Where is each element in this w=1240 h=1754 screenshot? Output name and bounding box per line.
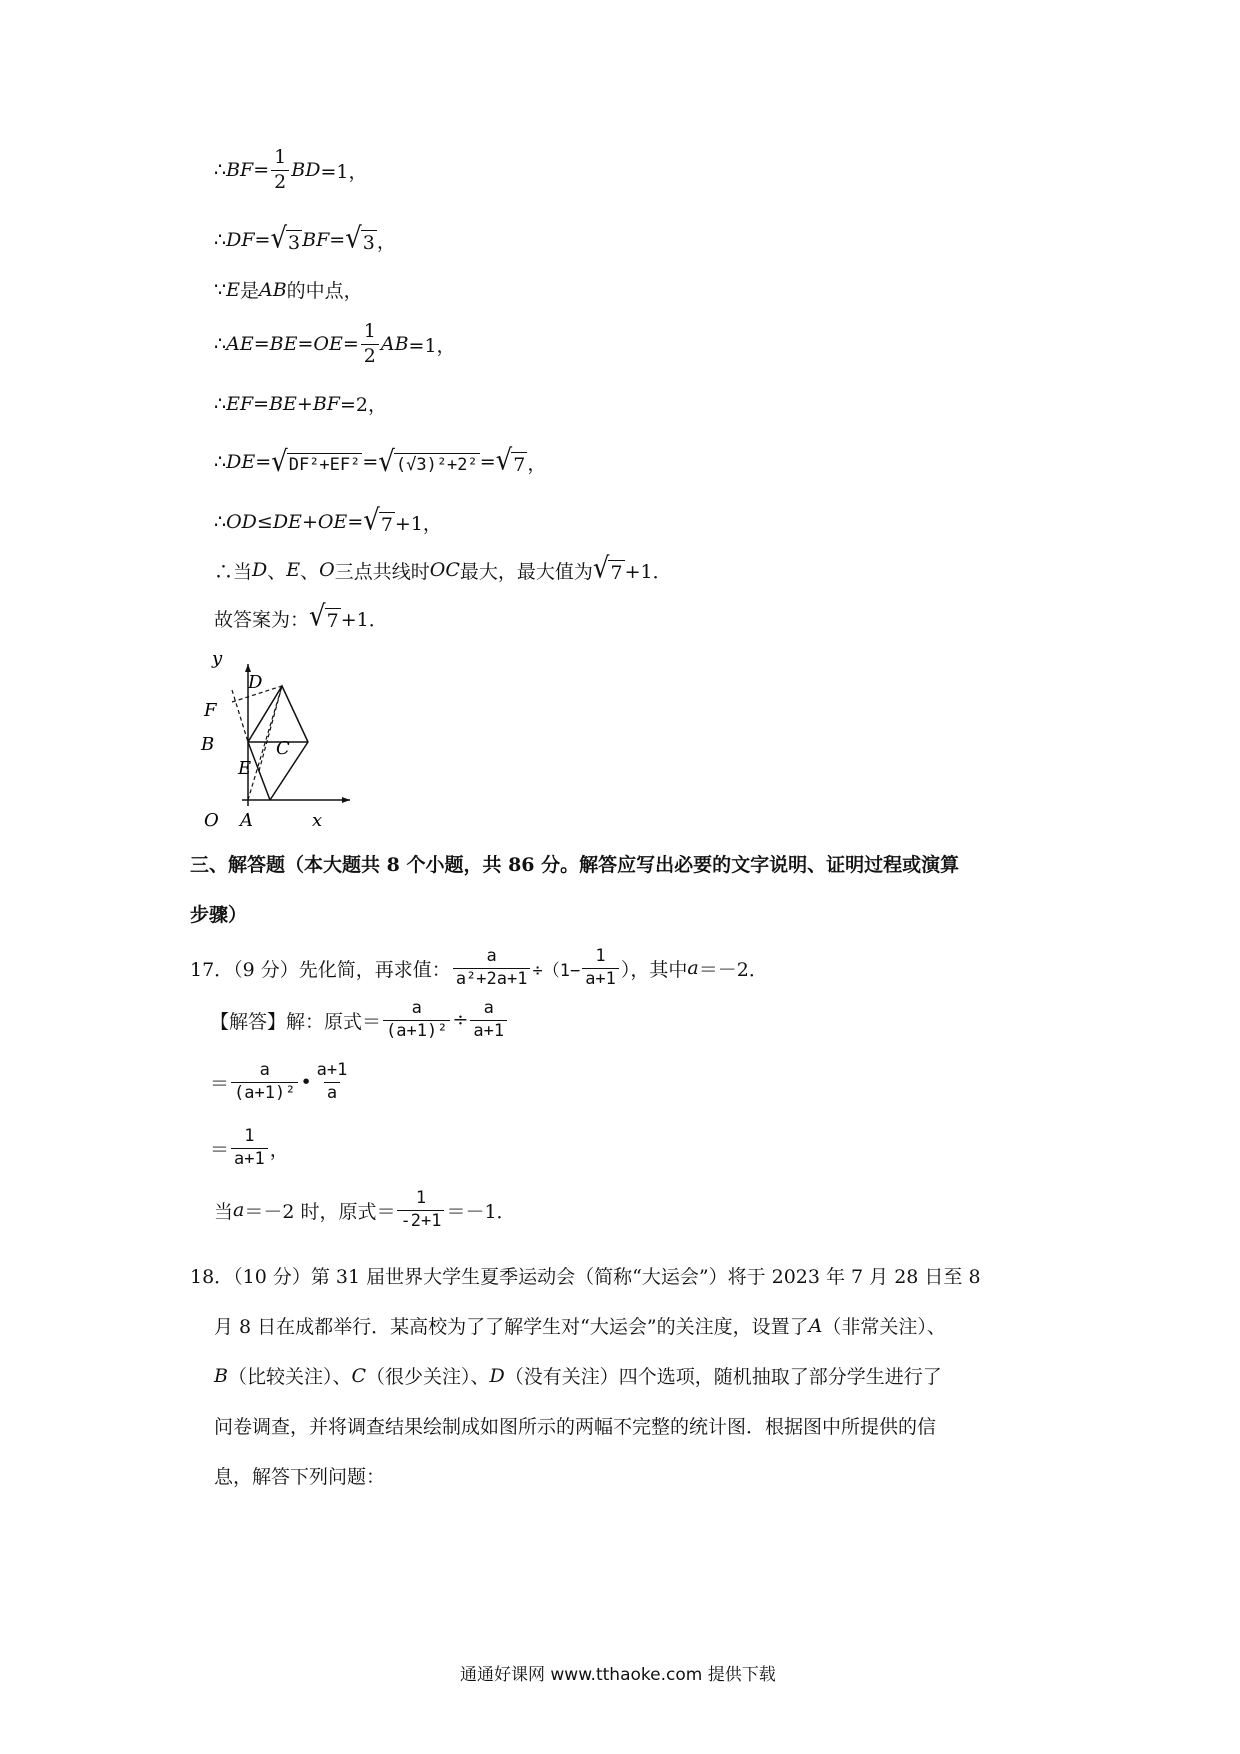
section-heading-line1: 三、解答题（本大题共 8 个小题，共 86 分。解答应写出必要的文字说明、证明过程或演算 [190, 854, 960, 876]
fraction-q17-1 [453, 948, 531, 989]
question-18-line5: 息，解答下列问题： [214, 1466, 386, 1488]
answer-label: 故答案为： [214, 608, 310, 631]
fraction-half [271, 148, 289, 193]
question-18-line3 [214, 1362, 942, 1389]
var-de: DE [226, 451, 256, 473]
equals: = [254, 229, 271, 251]
var-oc: OC [429, 559, 460, 581]
equals: = [253, 159, 270, 182]
equals: ＝ [210, 1138, 230, 1161]
radicand: 3 [362, 232, 375, 254]
equals: = [253, 392, 270, 415]
answer-17-step1 [210, 1000, 509, 1041]
var-od: OD [226, 511, 257, 533]
radicand: (√3)²+2² [395, 455, 478, 475]
therefore-symbol: ∴ [214, 511, 227, 533]
question-18-line4: 问卷调查，并将调查结果绘制成如图所示的两幅不完整的统计图．根据图中所提供的信 [214, 1416, 937, 1438]
numerator: 1 [274, 146, 287, 168]
denominator: a+1 [231, 1148, 268, 1169]
denominator: a+1 [470, 1020, 507, 1041]
answer-17-step4 [214, 1190, 516, 1231]
var-a: a [233, 1199, 245, 1222]
solution-line-5 [214, 390, 387, 417]
sqrt-3: √ 3 [345, 222, 375, 256]
var-ae: AE [226, 333, 254, 356]
answer-17-step2 [210, 1062, 352, 1103]
text: 的中点， [286, 280, 363, 302]
therefore-symbol: ∴ [214, 159, 227, 182]
equals: ＝ [210, 1072, 230, 1095]
option-c: C [351, 1364, 367, 1387]
var-bf: BF [312, 392, 340, 415]
text: ＝－2 时，原式＝ [244, 1200, 396, 1223]
footer-credit: 通通好课网 www.tthaoke.com 提供下载 [460, 1665, 776, 1685]
solution-line-6 [214, 444, 547, 479]
question-prefix: 17．（9 分）先化简，再求值： [190, 958, 451, 981]
label-b: B [201, 734, 215, 755]
var-be: BE [269, 392, 297, 415]
result: +1． [340, 608, 388, 631]
denominator: a²+2a+1 [453, 968, 531, 989]
result: ＝－1． [446, 1200, 516, 1223]
result: =1， [408, 334, 456, 357]
denominator: a+1 [582, 968, 619, 989]
question-18-line1: 18．（10 分）第 31 届世界大学生夏季运动会（简称“大运会”）将于 2023 年 7 月 28 日至 8 [190, 1266, 981, 1288]
result: =1， [320, 160, 368, 183]
option-b: B [214, 1364, 228, 1387]
sqrt-7: √ 7 [592, 552, 623, 586]
numerator: a [259, 1060, 270, 1080]
text: 当 [214, 1200, 234, 1223]
equals: = [479, 451, 496, 473]
numerator: a+1 [316, 1060, 348, 1080]
label-y: y [212, 648, 223, 669]
radicand: DF²+EF² [288, 455, 361, 475]
var-d: D [252, 559, 268, 581]
text: （很少关注）、 [366, 1366, 490, 1388]
var-de: DE [272, 511, 302, 533]
operator: • [300, 1071, 312, 1094]
radicand: 3 [288, 232, 301, 254]
numerator: a [486, 946, 497, 966]
solution-line-4 [214, 322, 456, 367]
equals: = [347, 511, 364, 533]
var-be: BE [269, 333, 298, 356]
option-a: A [808, 1314, 823, 1337]
solution-line-2 [214, 222, 396, 256]
var-oe: OE [317, 511, 348, 533]
equals: = [329, 229, 346, 251]
therefore-symbol: ∴ [214, 392, 227, 415]
question-18-line2 [214, 1312, 946, 1339]
radicand: 7 [610, 562, 623, 584]
sqrt-7: √ 7 [495, 444, 526, 478]
punctuation: ， [376, 230, 396, 253]
numerator: 1 [415, 1188, 427, 1208]
var-ab: AB [380, 333, 409, 356]
result: =2， [340, 394, 388, 416]
label-f: F [204, 700, 217, 721]
label-a: A [240, 810, 253, 831]
radicand: 7 [380, 514, 393, 536]
equals: = [362, 451, 379, 473]
because-symbol: ∵ [214, 278, 227, 301]
operator: ÷（1− [532, 960, 581, 981]
section-heading-line2: 步骤） [190, 904, 248, 926]
equals: = [297, 333, 314, 356]
var-oe: OE [313, 333, 343, 356]
label-e: E [238, 758, 252, 779]
fraction [231, 1128, 268, 1169]
fraction [383, 1000, 450, 1041]
sqrt-3: √ 3 [270, 222, 301, 256]
punctuation: ， [269, 1138, 289, 1161]
denominator: 2 [361, 344, 379, 367]
denominator: (a+1)² [383, 1020, 450, 1041]
therefore-symbol: ∴ [214, 229, 227, 251]
solution-line-7 [214, 504, 442, 538]
solution-line-8 [214, 552, 672, 586]
therefore-symbol: ∴ [214, 451, 227, 473]
sqrt-7: √ 7 [309, 600, 339, 634]
fraction [470, 1000, 507, 1041]
less-equal: ≤ [256, 511, 273, 533]
label-o: O [204, 810, 219, 831]
var-e: E [286, 559, 301, 581]
punctuation: ， [527, 452, 547, 475]
var-o: O [319, 559, 335, 581]
numerator: 1 [244, 1126, 255, 1146]
fraction [231, 1062, 298, 1103]
fraction [397, 1190, 444, 1231]
answer-label: 【解答】解：原式＝ [210, 1010, 382, 1033]
numerator: 1 [363, 320, 376, 342]
equals: = [255, 451, 272, 473]
sqrt-df-ef: √ DF²+EF² [271, 445, 361, 479]
var-ef: EF [226, 392, 254, 415]
sqrt-expression: √ (√3)²+2² [378, 445, 478, 479]
var-df: DF [226, 229, 255, 251]
text: （比较关注）、 [227, 1366, 352, 1388]
numerator: a [411, 998, 422, 1018]
answer-line [214, 600, 388, 634]
question-17 [190, 948, 768, 989]
text: 月 8 日在成都举行．某高校为了了解学生对“大运会”的关注度，设置了 [214, 1316, 809, 1338]
y-axis-arrow [245, 664, 251, 672]
operator: ÷ [452, 1009, 469, 1032]
var-bf: BF [302, 229, 330, 251]
numerator: a [483, 998, 494, 1018]
answer-17-step3 [210, 1128, 289, 1169]
numerator: 1 [595, 946, 606, 966]
equals: = [253, 333, 270, 356]
geometry-figure [201, 648, 380, 831]
label-x: x [312, 810, 323, 831]
text: 三点共线时 [334, 560, 430, 583]
fraction-q17-2 [582, 948, 619, 989]
text: ＝－2． [698, 958, 768, 981]
plus: + [296, 392, 313, 415]
var-a: a [687, 957, 699, 980]
var-bd: BD [291, 159, 321, 182]
var-ab: AB [258, 278, 287, 301]
text: （非常关注）、 [822, 1316, 946, 1338]
var-e: E [226, 278, 240, 301]
fraction [314, 1062, 351, 1103]
radicand: 7 [513, 454, 526, 476]
text: 是 [239, 280, 259, 302]
radicand: 7 [326, 610, 339, 632]
therefore-symbol: ∴ [214, 333, 227, 356]
x-axis-arrow [342, 797, 350, 803]
option-d: D [489, 1364, 505, 1387]
solution-line-3 [214, 276, 363, 303]
text: （没有关注）四个选项，随机抽取了部分学生进行了 [504, 1366, 942, 1388]
result: +1， [394, 512, 442, 535]
separator: 、 [300, 560, 320, 583]
separator: 、 [267, 560, 287, 583]
solution-line-1 [214, 148, 367, 193]
text: ∴当 [214, 560, 253, 583]
text: 最大，最大值为 [459, 560, 593, 583]
label-c: C [276, 738, 290, 759]
denominator: 2 [271, 170, 289, 193]
denominator: a [324, 1082, 340, 1103]
plus: + [301, 511, 318, 533]
denominator: (a+1)² [231, 1082, 298, 1103]
fraction-half [361, 322, 379, 367]
label-d: D [248, 672, 263, 693]
result: +1． [624, 560, 672, 583]
sqrt-7: √ 7 [363, 504, 393, 538]
var-bf: BF [226, 159, 254, 182]
denominator: -2+1 [397, 1210, 444, 1231]
equals: = [342, 333, 359, 356]
text: ），其中 [620, 958, 688, 981]
